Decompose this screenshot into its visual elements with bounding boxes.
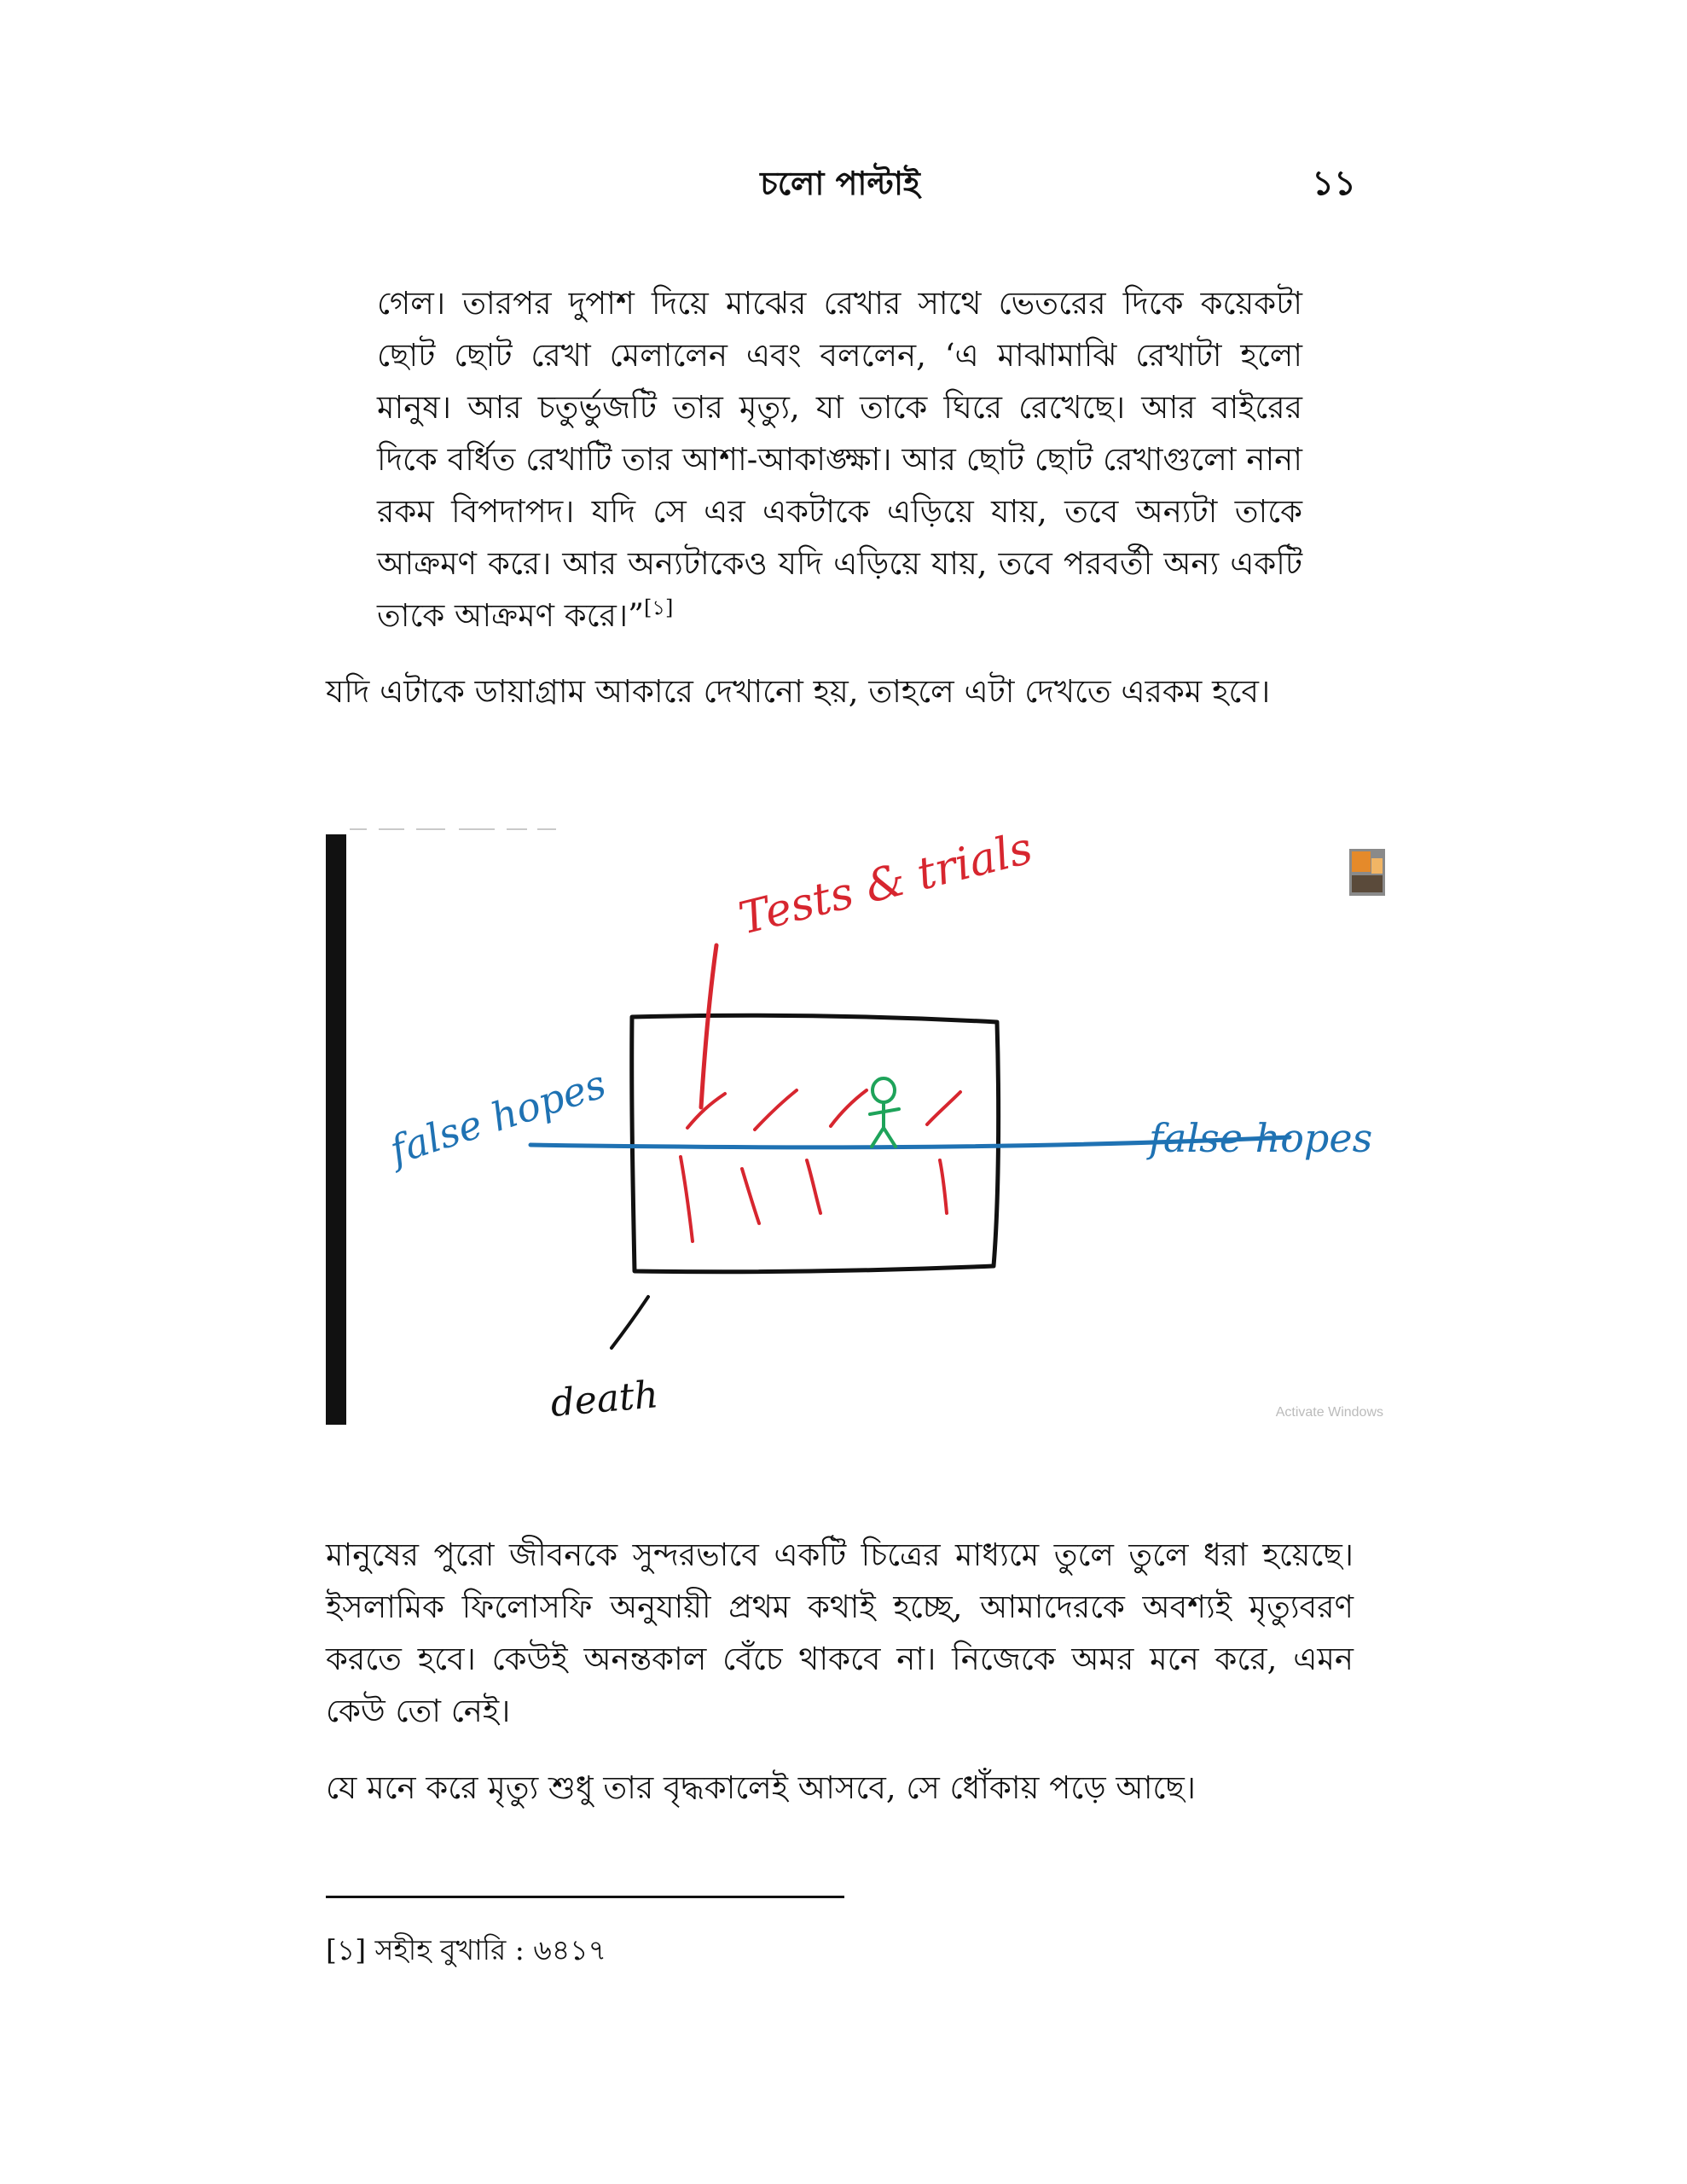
running-title: চলো পাল্টাই	[760, 164, 920, 202]
body-paragraph-2: যে মনে করে মৃত্যু শুধু তার বৃদ্ধকালেই আসবে, সে ধোঁকায় পড়ে আছে।	[326, 1769, 1197, 1806]
diagram-intro-line: যদি এটাকে ডায়াগ্রাম আকারে দেখানো হয়, তাহলে এটা দেখতে এরকম হবে।	[326, 673, 1271, 710]
quote-paragraph	[377, 277, 1302, 642]
footnote-divider	[326, 1896, 844, 1898]
label-false-hopes-right: false hopes	[1149, 1115, 1373, 1161]
running-head	[324, 158, 1356, 209]
footnote-reference[interactable]: [১]	[644, 595, 674, 620]
left-black-bar	[326, 834, 346, 1425]
quote-text: গেল। তারপর দুপাশ দিয়ে মাঝের রেখার সাথে ভেতরের দিকে কয়েকটা ছোট ছোট রেখা মেলালেন এবং বললেন, ‘এ মাঝামাঝি রেখাটা হলো মানুষ। আর চতুর্ভুজটি তার মৃত্যু, যা তাকে ঘিরে রেখেছে। আর বাইরের দিকে বর্ধিত রেখাটি তার আশা-আকাঙ্ক্ষা। আর ছোট ছোট রেখাগুলো নানা রকম বিপদাপদ। যদি সে এর একটাকে এড়িয়ে যায়, তবে অন্যটা তাকে আক্রমণ করে। আর অন্যটাকেও যদি এড়িয়ে যায়, তবে পরবর্তী অন্য একটি তাকে আক্রমণ করে।”	[377, 285, 1302, 634]
footnote-marker: [১]	[326, 1933, 367, 1966]
tests-pointer-line	[701, 945, 716, 1107]
tests-lines-lower	[681, 1157, 947, 1241]
hand-drawn-diagram	[326, 819, 1388, 1433]
footnote-text: সহীহ বুখারি : ৬৪১৭	[374, 1933, 607, 1966]
body-paragraph-1: মানুষের পুরো জীবনকে সুন্দরভাবে একটি চিত্রের মাধ্যমে তুলে তুলে ধরা হয়েছে। ইসলামিক ফিলোসফি অনুযায়ী প্রথম কথাই হচ্ছে, আমাদেরকে অবশ্যই মৃত্যুবরণ করতে হবে। কেউই অনন্তকাল বেঁচে থাকবে না। নিজেকে অমর মনে করে, এমন কেউ তো নেই।	[326, 1536, 1354, 1729]
diagram-drawing	[326, 819, 1388, 1433]
page-number: ১১	[1312, 163, 1356, 203]
label-tests-and-trials: Tests & trials	[733, 822, 1038, 945]
death-rectangle	[632, 1015, 999, 1272]
label-false-hopes-left: false hopes	[384, 1060, 612, 1174]
quote-block	[377, 277, 1302, 642]
footnote	[326, 1930, 1179, 1971]
death-pointer-line	[612, 1297, 648, 1348]
stick-figure-icon	[870, 1078, 899, 1147]
watermark-text: Activate Windows	[1275, 1405, 1383, 1420]
label-death: death	[548, 1373, 660, 1426]
tests-lines-upper	[687, 1090, 960, 1130]
app-thumbnail-icon	[1349, 849, 1385, 896]
